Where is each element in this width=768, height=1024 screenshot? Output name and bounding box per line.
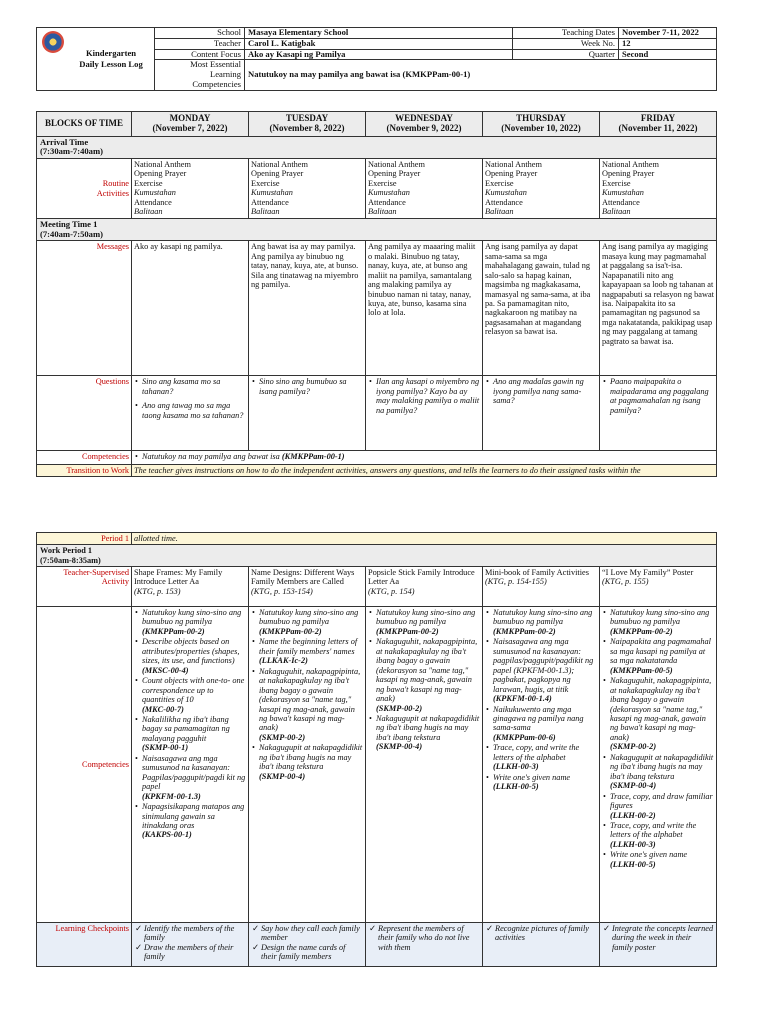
competencies-tuesday xyxy=(249,607,366,923)
competencies-friday xyxy=(600,607,717,923)
routine-item: National Anthem xyxy=(368,160,425,170)
monday-head: MONDAY (November 7, 2022) xyxy=(132,112,249,137)
teacher-label: Teacher xyxy=(155,38,245,49)
competency-code: (KPKFM-00-1.3) xyxy=(142,791,201,801)
checkpoints-tuesday xyxy=(249,923,366,967)
routine-item: Attendance xyxy=(368,197,406,207)
tuesday-head: TUESDAY (November 8, 2022) xyxy=(249,112,366,137)
school-value: Masaya Elementary School xyxy=(245,28,513,39)
routine-item: Balitaan xyxy=(602,207,631,217)
routine-item: Balitaan xyxy=(134,207,163,217)
school-label: School xyxy=(155,28,245,39)
competency-item: • Natutukoy kung sino-sino ang bumubuo ng pamilya (KMKPPam-00-2) xyxy=(134,608,246,636)
checkpoint-item: ✓ Say how they call each family member xyxy=(251,924,363,943)
routine-item: Attendance xyxy=(134,197,172,207)
routine-item: Attendance xyxy=(251,197,289,207)
routine-tuesday xyxy=(249,159,366,219)
teacher-value: Carol L. Katigbak xyxy=(245,38,513,49)
competency-item: • Nakaguguhit, nakapagpipinta, at nakakapagkulay ng iba't ibang bagay o gawain (dekorasyon sa "name tag," kasapi ng mag-anak, gawain ng bawa't kasapi ng mag-anak) (SKMP-00-2) xyxy=(251,667,363,743)
work-period-table xyxy=(36,532,717,967)
competency-item: • Natutukoy kung sino-sino ang bumubuo ng pamilya (KMKPPam-00-2) xyxy=(602,608,714,636)
routine-item: National Anthem xyxy=(602,160,659,170)
question-item: • Sino ang kasama mo sa tahanan? xyxy=(134,377,246,396)
routine-thursday xyxy=(483,159,600,219)
routine-label: Routine Activities xyxy=(37,159,132,219)
competency-item: • Write one's given name (LLKH-00-5) xyxy=(485,773,597,792)
competency-code: (MKC-00-7) xyxy=(142,704,184,714)
competencies-value: • Natutukoy na may pamilya ang bawat isa (KMKPPam-00-1) xyxy=(132,451,717,464)
routine-item: Balitaan xyxy=(485,207,514,217)
competency-code: (KMKPPam-00-5) xyxy=(610,665,673,675)
question-item: • Paano maipapakita o maipadarama ang paggalang at pagmamahalan ng isang pamilya? xyxy=(602,377,714,415)
competency-item: • Trace, copy, and write the letters of the alphabet (LLKH-00-3) xyxy=(602,821,714,849)
message-wednesday: Ang pamilya ay maaaring maliit o malaki. Binubuo ng tatay, nanay, kuya, ate, at bunso ang maliit na pamilya, samantalang ang malaking pamilya ay binubuo naman ni tatay, nanay, kuya, ate, bunso, kasama sina lolo at lola. xyxy=(366,241,483,376)
melc-label: Most Essential Learning Competencies xyxy=(155,60,245,91)
routine-item: National Anthem xyxy=(485,160,542,170)
blocks-table xyxy=(36,111,717,477)
competency-item: • Natutukoy kung sino-sino ang bumubuo ng pamilya (KMKPPam-00-2) xyxy=(485,608,597,636)
routine-item: Opening Prayer xyxy=(134,169,187,179)
checkpoint-item: ✓ Recognize pictures of family activities xyxy=(485,924,597,943)
activity-wednesday: Popsicle Stick Family Introduce Letter Aa (KTG, p. 154) xyxy=(366,567,483,607)
competency-item: • Nakagugupit at nakapagdidikit ng iba't ibang hugis na may iba't ibang tekstura (SKMP-00-4) xyxy=(368,714,480,752)
wednesday-head: WEDNESDAY (November 9, 2022) xyxy=(366,112,483,137)
questions-monday xyxy=(132,376,249,451)
competency-item: • Write one's given name (LLKH-00-5) xyxy=(602,850,714,869)
title-kindergarten: Kindergarten xyxy=(85,48,137,59)
routine-item: Kumustahan xyxy=(485,188,527,198)
routine-item: Exercise xyxy=(602,178,631,188)
competency-code: (KMKPPam-00-2) xyxy=(610,626,673,636)
messages-label: Messages xyxy=(37,241,132,376)
competency-item: • Describe objects based on attributes/properties (shapes, sizes, its use, and functions) (MKSC-00-4) xyxy=(134,637,246,675)
routine-item: Kumustahan xyxy=(368,188,410,198)
message-monday: Ako ay kasapi ng pamilya. xyxy=(132,241,249,376)
message-thursday: Ang isang pamilya ay dapat sama-sama sa mga mahahalagang gawain, tulad ng salo-salo sa hapag kainan, magsimba ng magkakasama, mamasyal ng sama-sama, at iba pa. Sa pamamagitan nito, nagkakaroon ng matibay na pagsasamahan at magandang relasyon sa bawat isa. xyxy=(483,241,600,376)
competency-item: • Napagsisikapang matapos ang sinimulang gawain sa itinakdang oras (KAKPS-00-1) xyxy=(134,802,246,840)
checkpoints-wednesday xyxy=(366,923,483,967)
competency-item: • Name the beginning letters of their family members' names (LLKAK-Ic-2) xyxy=(251,637,363,665)
routine-item: Attendance xyxy=(602,197,640,207)
competency-code: (SKMP-00-4) xyxy=(610,781,657,791)
routine-item: Opening Prayer xyxy=(485,169,538,179)
melc-value: Natutukoy na may pamilya ang bawat isa (KMKPPam-00-1) xyxy=(245,60,717,91)
transition-label: Transition to Work xyxy=(37,464,132,476)
competency-item: • Nakagugupit at nakapagdidikit ng iba't ibang hugis na may iba't ibang tekstura (SKMP-00-4) xyxy=(251,743,363,781)
work-period-head: Work Period 1 (7:50am-8:35am) xyxy=(37,545,717,567)
week-value: 12 xyxy=(619,38,717,49)
routine-friday xyxy=(600,159,717,219)
message-friday: Ang isang pamilya ay magiging masaya kung may pagmamahal at paggalang sa isa't-isa. Napapanatili nito ang kapayapaan sa loob ng tahanan at nagpapabuti sa relasyon ng bawat isa. Naipapakita ito sa pamamagitan ng pagsunod sa mga nakatatanda, pakikipag usap ng may paggalang at tamang pagtrato sa bawat isa. xyxy=(600,241,717,376)
header-table xyxy=(36,27,717,91)
competencies-label: Competencies xyxy=(37,451,132,464)
routine-item: Opening Prayer xyxy=(602,169,655,179)
routine-item: Balitaan xyxy=(251,207,280,217)
competency-item: • Naikukuwento ang mga ginagawa ng pamilya nang sama-sama (KMKPPam-00-6) xyxy=(485,705,597,743)
competency-item: • Natutukoy kung sino-sino ang bumubuo ng pamilya (KMKPPam-00-2) xyxy=(251,608,363,636)
competency-code: (SKMP-00-4) xyxy=(259,771,306,781)
routine-wednesday xyxy=(366,159,483,219)
competency-item: • Naisasagawa ang mga sumusunod na kasanayan: pagpilas/paggupit/pagdikit ng papel (KPKFM-00-1.3); pagbakat, pagkopya ng larawan, hugis, at titik (KPKFM-00-1.4) xyxy=(485,637,597,703)
arrival-time-head: Arrival Time (7:30am-7:40am) xyxy=(37,136,717,158)
transition-text: The teacher gives instructions on how to do the independent activities, answers any questions, and tells the learners to do their assigned tasks within the xyxy=(132,464,717,476)
competency-item: • Nakaguguhit, nakapagpipinta, at nakakapagkulay ng iba't ibang bagay o gawain (dekorasyon sa "name tag," kasapi ng mag-anak, gawain ng bawa't kasapi ng mag-anak) (SKMP-00-2) xyxy=(368,637,480,713)
competency-code: (LLKH-00-5) xyxy=(493,782,539,792)
routine-item: Opening Prayer xyxy=(368,169,421,179)
competency-code: (SKMP-00-2) xyxy=(610,742,657,752)
routine-item: National Anthem xyxy=(134,160,191,170)
competency-code: (LLKAK-Ic-2) xyxy=(259,656,308,666)
competencies-wednesday xyxy=(366,607,483,923)
question-item: • Ilan ang kasapi o miyembro ng iyong pamilya? Kayo ba ay may malaking pamilya o maliit na pamilya? xyxy=(368,377,480,415)
competency-item: • Trace, copy, and draw familiar figures (LLKH-00-2) xyxy=(602,792,714,820)
competency-code: (KMKPPam-00-2) xyxy=(493,626,556,636)
competency-code: (SKMP-00-2) xyxy=(259,732,306,742)
competency-code: (KPKFM-00-1.4) xyxy=(493,694,552,704)
competency-code: (MKSC-00-4) xyxy=(142,665,189,675)
competency-code: (SKMP-00-2) xyxy=(376,703,423,713)
competency-code: (KAKPS-00-1) xyxy=(142,830,192,840)
competencies-thursday xyxy=(483,607,600,923)
competency-item: • Natutukoy kung sino-sino ang bumubuo ng pamilya (KMKPPam-00-2) xyxy=(368,608,480,636)
routine-item: National Anthem xyxy=(251,160,308,170)
competency-code: (LLKH-00-3) xyxy=(610,839,656,849)
checkpoint-item: ✓ Represent the members of their family who do not live with them xyxy=(368,924,480,952)
question-item: • Sino sino ang bumubuo sa isang pamilya? xyxy=(251,377,363,396)
routine-item: Exercise xyxy=(485,178,514,188)
routine-item: Attendance xyxy=(485,197,523,207)
content-focus-value: Ako ay Kasapi ng Pamilya xyxy=(245,49,513,60)
routine-item: Opening Prayer xyxy=(251,169,304,179)
routine-item: Exercise xyxy=(251,178,280,188)
competency-code: (KMKPPam-00-6) xyxy=(493,732,556,742)
routine-item: Kumustahan xyxy=(134,188,176,198)
dates-value: November 7-11, 2022 xyxy=(619,28,717,39)
competency-code: (KMKPPam-00-2) xyxy=(142,626,205,636)
competency-item: • Naisasagawa ang mga sumusunod na kasanayan: Pagpilas/paggupit/pagdi kit ng papel (KPKFM-00-1.3) xyxy=(134,754,246,801)
questions-friday xyxy=(600,376,717,451)
competency-item: • Naipapakita ang pagmamahal sa mga kasapi ng pamilya at sa mga nakatatanda (KMKPPam-00-5) xyxy=(602,637,714,675)
checkpoints-monday xyxy=(132,923,249,967)
period-text: allotted time. xyxy=(132,533,717,545)
title-dll: Daily Lesson Log xyxy=(79,59,143,69)
routine-item: Exercise xyxy=(368,178,397,188)
question-item: • Ano ang madalas gawin ng iyong pamilya nang sama-sama? xyxy=(485,377,597,405)
questions-wednesday xyxy=(366,376,483,451)
questions-thursday xyxy=(483,376,600,451)
activity-tuesday: Name Designs: Different Ways Family Members are Called (KTG, p. 153-154) xyxy=(249,567,366,607)
competency-code: (SKMP-00-1) xyxy=(142,743,189,753)
routine-monday xyxy=(132,159,249,219)
friday-head: FRIDAY (November 11, 2022) xyxy=(600,112,717,137)
tsa-label: Teacher-Supervised Activity xyxy=(37,567,132,607)
competency-item: • Count objects with one-to- one correspondence up to quantities of 10 (MKC-00-7) xyxy=(134,676,246,714)
activity-thursday: Mini-book of Family Activities (KTG, p. 154-155) xyxy=(483,567,600,607)
dll-title xyxy=(37,28,155,91)
work-competencies-label: Competencies xyxy=(37,607,132,923)
deped-seal-icon xyxy=(42,31,64,53)
competency-item: • Trace, copy, and write the letters of the alphabet (LLKH-00-3) xyxy=(485,743,597,771)
routine-item: Exercise xyxy=(134,178,163,188)
checkpoint-item: ✓ Identify the members of the family xyxy=(134,924,246,943)
checkpoints-thursday xyxy=(483,923,600,967)
competency-code: (LLKH-00-2) xyxy=(610,810,656,820)
thursday-head: THURSDAY (November 10, 2022) xyxy=(483,112,600,137)
question-item: • Ano ang tawag mo sa mga taong kasama mo sa tahanan? xyxy=(134,401,246,420)
competency-code: (KMKPPam-00-2) xyxy=(376,626,439,636)
content-focus-label: Content Focus xyxy=(155,49,245,60)
checkpoints-friday xyxy=(600,923,717,967)
questions-tuesday xyxy=(249,376,366,451)
competency-item: • Nakaguguhit, nakapagpipinta, at nakakapagkulay ng iba't ibang bagay o gawain (dekorasyon sa "name tag," kasapi ng mag-anak, gawain ng bawa't kasapi ng mag-anak) (SKMP-00-2) xyxy=(602,676,714,752)
meeting-time-head: Meeting Time 1 (7:40am-7:50am) xyxy=(37,219,717,241)
period-label: Period 1 xyxy=(37,533,132,545)
activity-friday: “I Love My Family” Poster (KTG, p. 155) xyxy=(600,567,717,607)
competency-code: (LLKH-00-3) xyxy=(493,762,539,772)
quarter-value: Second xyxy=(619,49,717,60)
routine-item: Balitaan xyxy=(368,207,397,217)
competencies-monday xyxy=(132,607,249,923)
questions-label: Questions xyxy=(37,376,132,451)
competency-code: (SKMP-00-4) xyxy=(376,742,423,752)
routine-item: Kumustahan xyxy=(602,188,644,198)
checkpoint-item: ✓ Draw the members of their family xyxy=(134,943,246,962)
competency-code: (KMKPPam-00-2) xyxy=(259,626,322,636)
checkpoint-item: ✓ Design the name cards of their family members xyxy=(251,943,363,962)
routine-item: Kumustahan xyxy=(251,188,293,198)
activity-monday: Shape Frames: My Family Introduce Letter Aa (KTG, p. 153) xyxy=(132,567,249,607)
competency-code: (LLKH-00-5) xyxy=(610,859,656,869)
dates-label: Teaching Dates xyxy=(513,28,619,39)
competency-item: • Nakalilikha ng iba't ibang bagay sa pamamagitan ng malayang pagguhit (SKMP-00-1) xyxy=(134,715,246,753)
checkpoint-item: ✓ Integrate the concepts learned during the week in their family poster xyxy=(602,924,714,952)
competency-item: • Nakagugupit at nakapagdidikit ng iba't ibang hugis na may iba't ibang tekstura (SKMP-00-4) xyxy=(602,753,714,791)
checkpoints-label: Learning Checkpoints xyxy=(37,923,132,967)
message-tuesday: Ang bawat isa ay may pamilya. Ang pamilya ay binubuo ng tatay, nanay, kuya, ate, at bunso. Sila ang tinatawag na miyembro ng pamilya. xyxy=(249,241,366,376)
blocks-of-time-head: BLOCKS OF TIME xyxy=(37,112,132,137)
week-label: Week No. xyxy=(513,38,619,49)
quarter-label: Quarter xyxy=(513,49,619,60)
